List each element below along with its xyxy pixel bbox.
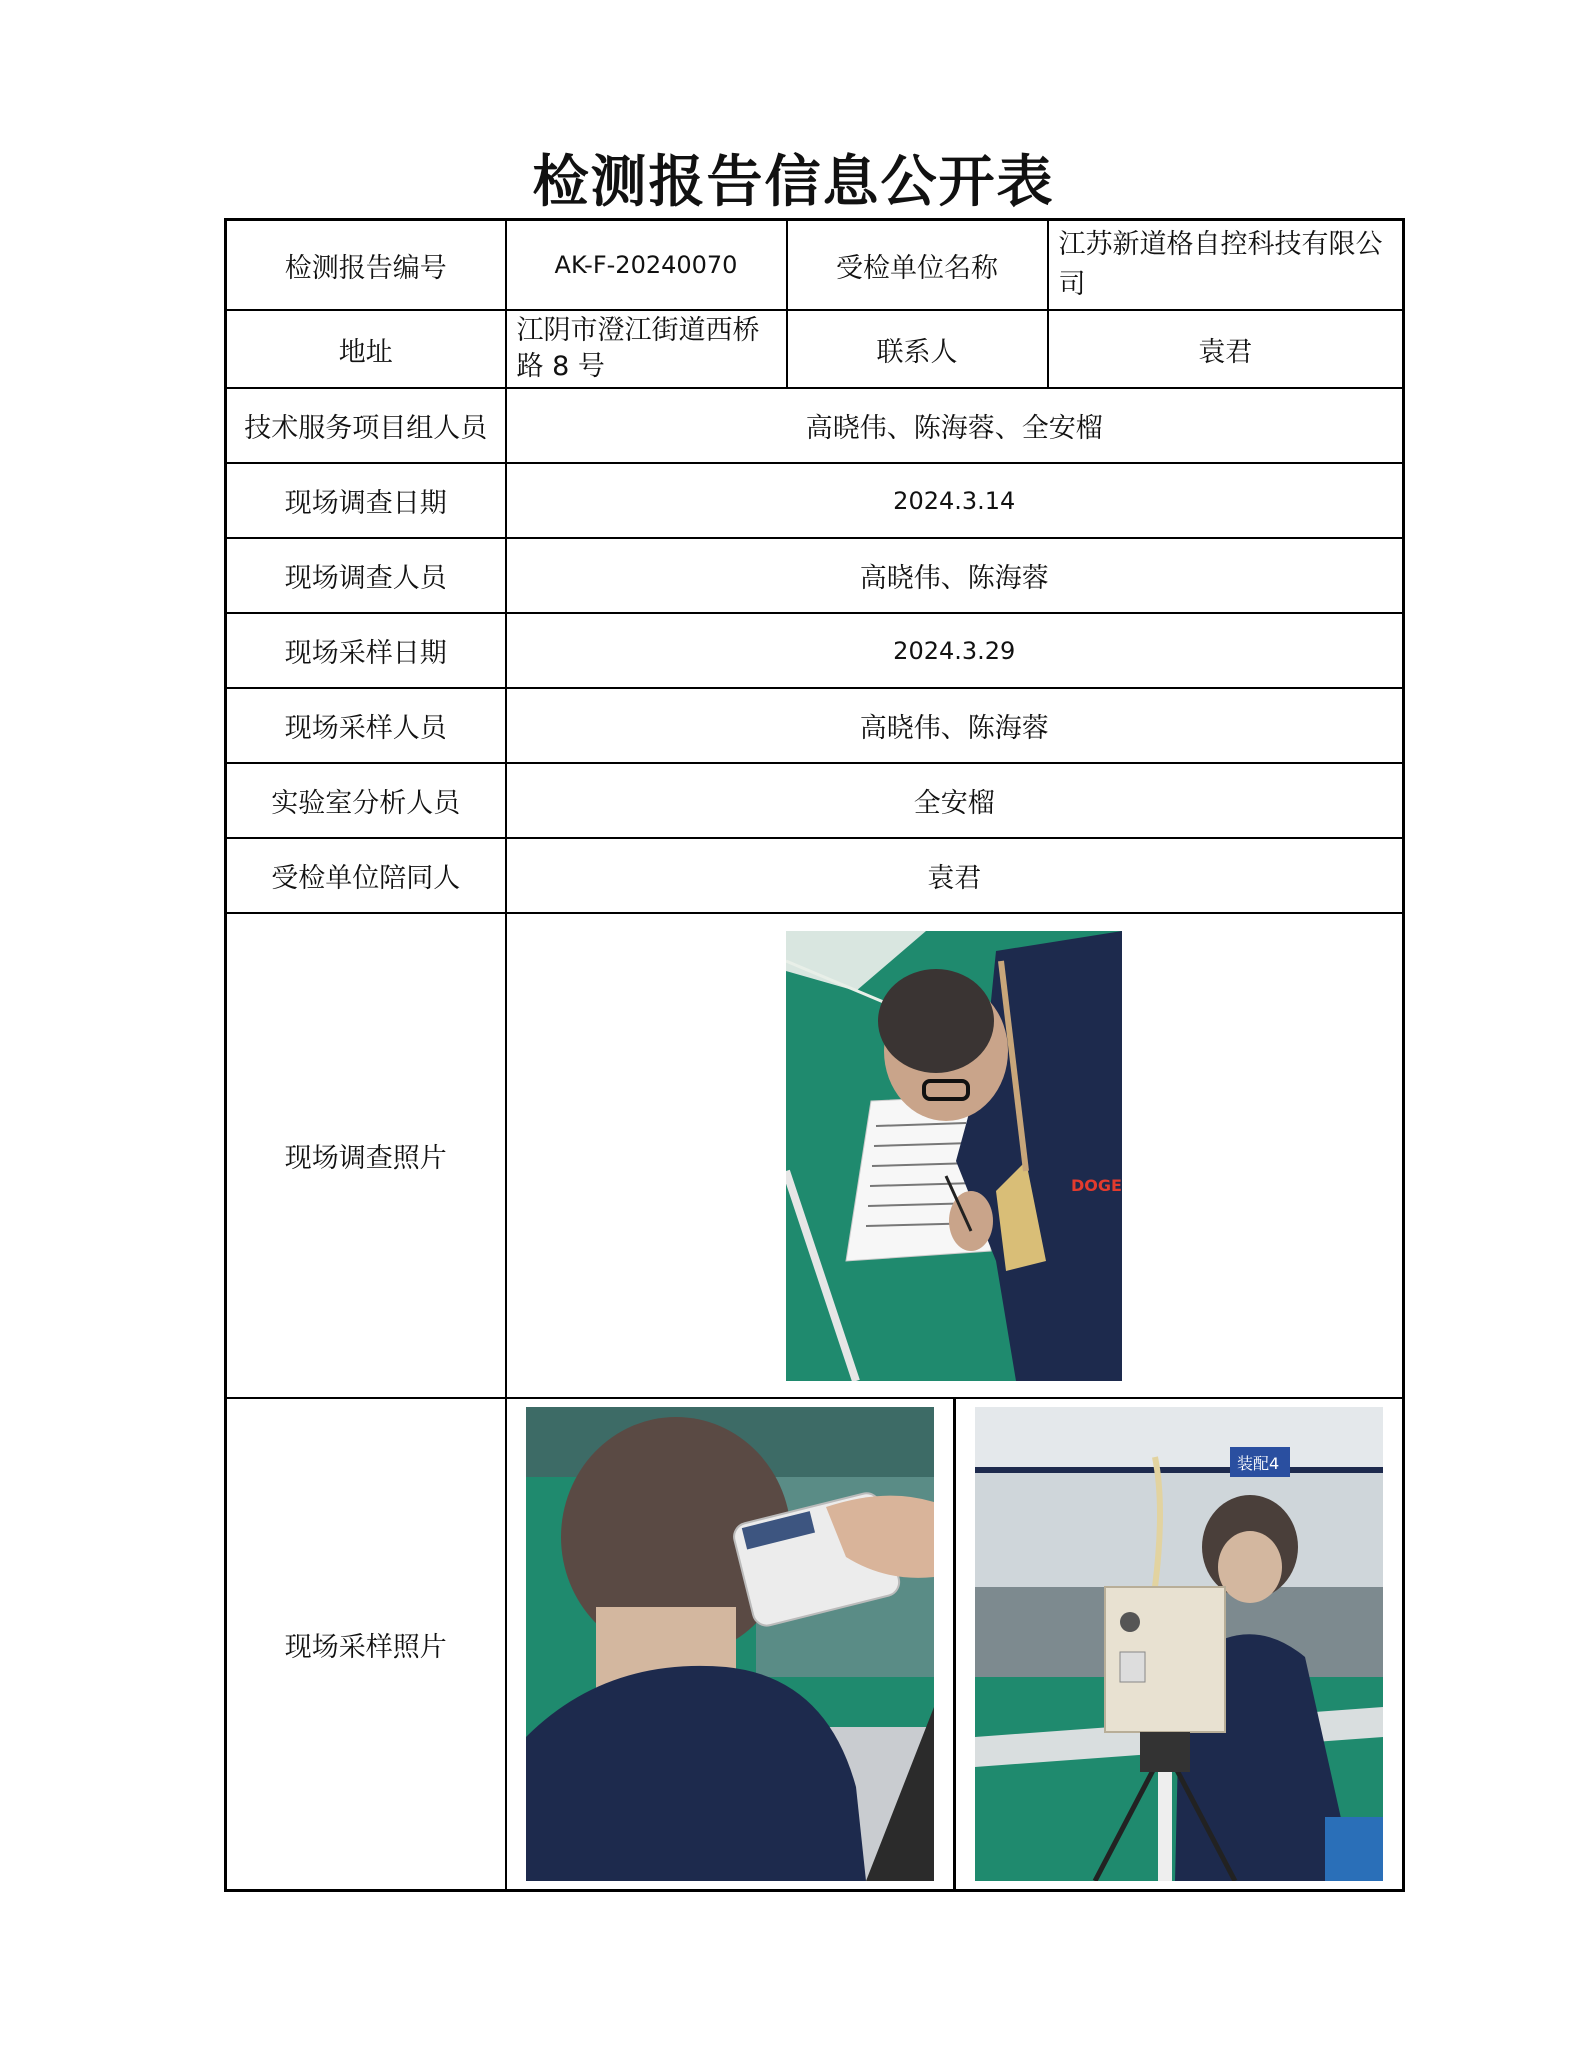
survey-staff-label: 现场调查人员 — [226, 538, 506, 613]
table-row — [226, 763, 1404, 838]
sampling-photo-meter — [526, 1407, 934, 1881]
contact-value: 袁君 — [1048, 310, 1404, 388]
sampling-photo-tripod — [975, 1407, 1383, 1881]
sampling-photo-cell — [506, 1398, 1404, 1891]
sampling-date-value: 2024.3.29 — [506, 613, 1404, 688]
sampling-photo-left-wrap — [507, 1399, 956, 1889]
sampling-photo-right-wrap — [956, 1399, 1402, 1889]
unit-name-value: 江苏新道格自控科技有限公司 — [1048, 220, 1404, 311]
table-row — [226, 538, 1404, 613]
team-value: 高晓伟、陈海蓉、全安榴 — [506, 388, 1404, 463]
survey-photo — [786, 931, 1122, 1381]
unit-name-label: 受检单位名称 — [787, 220, 1048, 311]
table-row — [226, 613, 1404, 688]
address-value: 江阴市澄江街道西桥路 8 号 — [506, 310, 787, 388]
escort-label: 受检单位陪同人 — [226, 838, 506, 913]
contact-label: 联系人 — [787, 310, 1048, 388]
survey-photo-label: 现场调查照片 — [226, 913, 506, 1398]
table-row — [226, 310, 1404, 388]
page-title: 检测报告信息公开表 — [532, 150, 1055, 215]
table-row — [226, 913, 1404, 1398]
survey-date-label: 现场调查日期 — [226, 463, 506, 538]
table-row — [226, 688, 1404, 763]
sampling-date-label: 现场采样日期 — [226, 613, 506, 688]
sampling-photo-label: 现场采样照片 — [226, 1398, 506, 1891]
table-row — [226, 388, 1404, 463]
sampling-photo-tripod-icon — [975, 1407, 1383, 1881]
sampling-photo-meter-icon — [526, 1407, 934, 1881]
assembly-sign: 装配4 — [1236, 1454, 1280, 1473]
table-row — [226, 838, 1404, 913]
report-no-label: 检测报告编号 — [226, 220, 506, 311]
table-row — [226, 463, 1404, 538]
survey-date-value: 2024.3.14 — [506, 463, 1404, 538]
survey-staff-value: 高晓伟、陈海蓉 — [506, 538, 1404, 613]
lab-staff-label: 实验室分析人员 — [226, 763, 506, 838]
info-table — [224, 218, 1405, 1892]
lab-staff-value: 全安榴 — [506, 763, 1404, 838]
team-label: 技术服务项目组人员 — [226, 388, 506, 463]
table-row — [226, 220, 1404, 311]
sampling-staff-label: 现场采样人员 — [226, 688, 506, 763]
survey-photo-cell — [506, 913, 1404, 1398]
report-no-value: AK-F-20240070 — [506, 220, 787, 311]
escort-value: 袁君 — [506, 838, 1404, 913]
table-row — [226, 1398, 1404, 1891]
address-label: 地址 — [226, 310, 506, 388]
survey-photo-icon — [786, 931, 1122, 1381]
shirt-logo: DOGE — [1071, 1175, 1123, 1195]
sampling-staff-value: 高晓伟、陈海蓉 — [506, 688, 1404, 763]
